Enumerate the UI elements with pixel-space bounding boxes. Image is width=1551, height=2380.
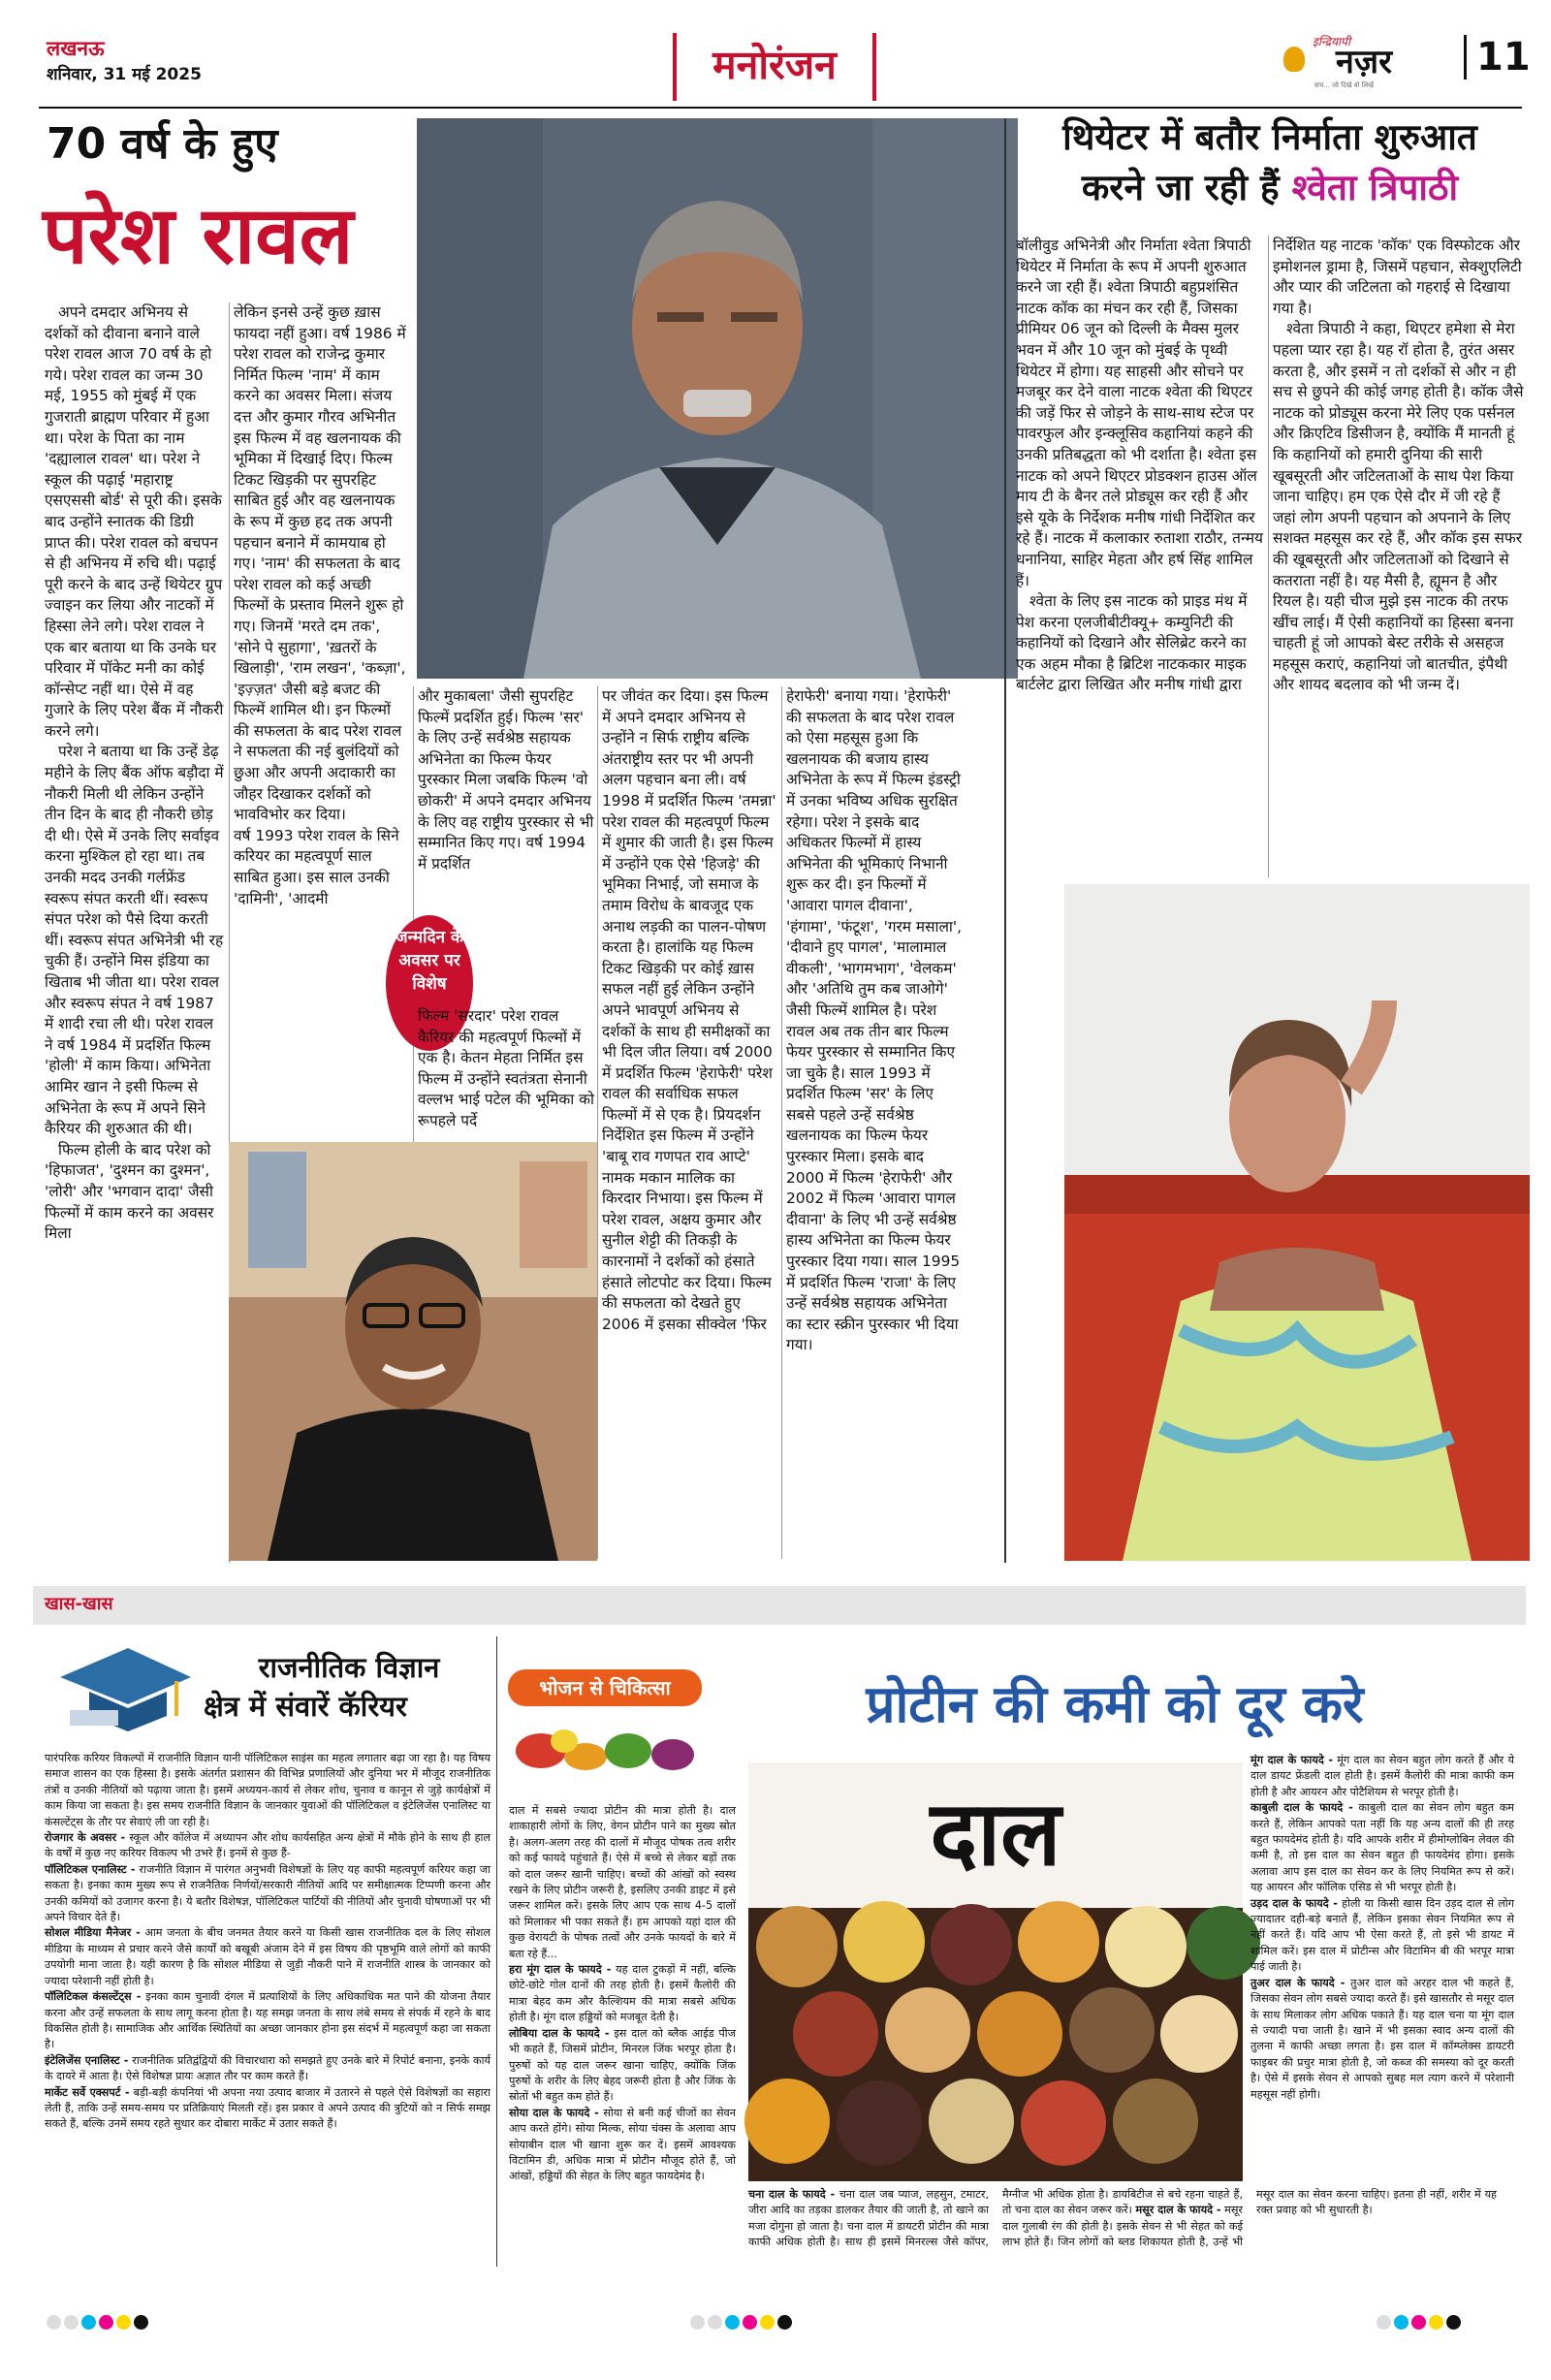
shweta-col1-para1: बॉलीवुड अभिनेत्री और निर्माता श्वेता त्रिपाठी थियेटर में निर्माता के रूप में अपनी शुरुआत करने जा रही हैं। श्वेता त्रिपाठी बहुप्रशंसित नाटक कॉक का मंचन कर रही हैं, जिसका प्रीमियर 06 जून को दिल्ली के मैक्स मुलर भवन में और 10 जून को मुंबई के पृथ्वी थियेटर में होगा। यह साहसी और सोचने पर मजबूर कर देने वाला नाटक श्वेता की थिएटर की जड़ें फिर से जोड़ने के साथ-साथ स्टेज पर पावरफुल और इन्क्लूसिव कहानियां कहने की उनकी प्रतिबद्धता को भी दर्शाता है। श्वेता इस नाटक को अपने थिएटर प्रोडक्शन हाउस ऑल माय टी के बैनर तले प्रोड्यूस कर रही हैं और इसे यूके के निर्देशक मनीष गांधी निर्देशित कर रहे हैं। नाटक में कलाकार रुताशा राठौर, तन्मय धनानिया, साहिर मेहता और हर्ष सिंह शामिल हैं। [1016,237,1263,589]
shweta-col1-para2: श्वेता के लिए इस नाटक को प्राइड मंथ में पेश करना एलजीबीटीक्यू+ कम्युनिटी की कहानियों को दिखाने और सेलिब्रेट करने का एक अहम मौका है ब्रिटिश नाटककार माइक बार्टलेट द्वारा लिखित और मनीष गांधी द्वारा [1016,592,1248,694]
paresh-column-4 [602,686,776,1559]
registration-dot [81,2315,96,2330]
career-item-title-4: इंटेलिजेंस एनालिस्ट - [45,2053,129,2067]
career-headline-line1: राजनीतिक विज्ञान [258,1651,440,1684]
health-item-title-4: मसूर दाल के फायदे - [1135,2204,1221,2217]
registration-dot [690,2315,705,2330]
graduation-cap-icon [50,1638,196,1735]
registration-dot [1429,2315,1443,2330]
registration-marks-left [47,2315,240,2334]
paresh-col1-para3: फिल्म होली के बाद परेश को 'हिफाजत', 'दुश्मन का दुश्मन', 'लोरी' और 'भगवान दादा' जैसी फिल्मों में काम करने का अवसर मिला [45,1140,214,1243]
health-item-text-6: काबुली दाल का सेवन लोग बहुत कम करते हैं, लेकिन आपको पता नहीं कि यह अन्य दालों की ही तरह बहुत फायदेमंद होती है। यदि आपके शरीर में हीमोग्लोबिन लेवल की कमी है, तो इस दाल का सेवन बहुत ही फायदेमंद होगा। इसके अलावा आप इस दाल का सेवन कर के लिए नियमित रूप से करें। यह आयरन और फॉलिक एसिड से भी भरपूर होती है। [1250,1801,1514,1894]
career-item-text-2: आम जनता के बीच जनमत तैयार करने या किसी खास राजनीतिक दल के लिए सोशल मीडिया के माध्यम से प्रचार करने जैसे कार्यों को बखूबी अंजाम देने में इस विषय की पृष्ठभूमि वाले लोगों को काफी उपयोगी माना जाता है। यही कारण है कि सोशल मीडिया से जुड़ी नौकरी पाने में राजनीति शास्त्र के जानकार को ज्यादा परेशानी नहीं होती है। [45,1926,491,1987]
shweta-photo [1064,884,1530,1561]
section-divider [1004,118,1006,1563]
registration-dot [760,2315,775,2330]
registration-marks-right [1377,2315,1532,2334]
career-item-text-4: राजनीतिक प्रतिद्वंद्वियों की विचारधारा को समझते हुए उनके बारे में रिपोर्ट बनाना, इनके कार्य के दायरे में आता है। ऐसे विशेषज्ञ प्रायः अज्ञात तौर पर काम करते हैं। [45,2053,491,2083]
registration-dot [743,2315,757,2330]
paresh-col4-para1: पर जीवंत कर दिया। इस फिल्म में अपने दमदार अभिनय से उन्होंने न सिर्फ राष्ट्रीय बल्कि अंतराष्ट्रीय स्तर पर भी अपनी अलग पहचान बना ली। वर्ष 1998 में प्रदर्शित फिल्म 'तमन्ना' परेश रावल की महत्वपूर्ण फिल्म में शुमार की जाती है। इस फिल्म में उन्होंने एक ऐसे 'हिजड़े' की भूमिका निभाई, जो समाज के तमाम विरोध के बावजूद एक अनाथ लड़की का पालन-पोषण करता है। हालांकि यह फिल्म टिकट खिड़की पर कोई ख़ास सफल नहीं हुई लेकिन उन्होंने अपने भावपूर्ण अभिनय से दर्शकों के साथ ही समीक्षकों का भी दिल जीत लिया। वर्ष 2000 में प्रदर्शित फिल्म 'हेराफेरी' परेश रावल की सर्वाधिक सफल फिल्मों में से एक है। प्रियदर्शन निर्देशित इस फिल्म में उन्होंने 'बाबू राव गणपत राव आप्टे' नामक मकान मालिक का किरदार निभाया। इस फिल्म में परेश रावल, अक्षय कुमार और सुनील शेट्टी की तिकड़ी के कारनामों ने दर्शकों को हंसाते हंसाते लोटपोट कर दिया। फिल्म की सफलता को देखते हुए 2006 में इसका सीक्वेल 'फिर [602,687,776,1333]
brand-small: इन्द्रियापी [1313,35,1351,48]
career-item-title-5: मार्केट सर्वे एक्सपर्ट - [45,2085,130,2099]
col-rule [413,686,414,1142]
registration-dot [1446,2315,1461,2330]
career-body [45,1751,491,2265]
kaas-band [33,1586,1526,1625]
dal-image [748,1762,1243,2181]
career-headline [204,1648,494,1726]
kaas-band-label: खास-खास [45,1594,113,1614]
career-intro: पारंपरिक करियर विकल्पों में राजनीति विज्ञान यानी पॉलिटिकल साइंस का महत्व लगातार बढ़ा जा रहा है। यह विषय समाज शासन का एक हिस्सा है। इसके अंतर्गत प्रशासन की विभिन्न प्रणालियों और दुनिया भर में मौजूद राजनीतिक तंत्रों व उनकी नीतियों को पढ़ाया जाता है। इसमें अध्ययन-कार्य से लेकर शोध, चुनाव व कानून से जुड़े कार्यक्षेत्रों में काम किया जा सकता है। इस समय राजनीति विज्ञान के जानकार युवाओं की पॉलिटिकल व इंटेलिजेंस एनालिस्ट या कंसल्टेंट्स के तौर पर सेवाएं ली जा रही है। [45,1752,491,1828]
health-item-title-8: तुअर दाल के फायदे - [1250,1976,1345,1989]
shweta-headline-line1: थियेटर में बतौर निर्माता शुरुआत [1062,116,1477,158]
paresh-young-photo [229,1142,597,1561]
registration-dot [725,2315,740,2330]
health-column-2 [748,2187,1497,2265]
paresh-col2-para1: लेकिन इनसे उन्हें कुछ ख़ास फायदा नहीं हुआ। वर्ष 1986 में परेश रावल को राजेन्द्र कुमार निर्मित फिल्म 'नाम' में काम करने का अवसर मिला। संजय दत्त और कुमार गौरव अभिनीत इस फिल्म में वह खलनायक की भूमिका में दिखाई दिए। फिल्म टिकट खिड़की पर सुपरहिट साबित हुई और वह खलनायक के रूप में कुछ हद तक अपनी पहचान बनाने में कामयाब हो गए। 'नाम' की सफलता के बाद परेश रावल को कई अच्छी फिल्मों के प्रस्ताव मिलने शुरू हो गए। जिनमें 'मरते दम तक', 'सोने पे सुहागा', 'ख़तरों के खिलाड़ी', 'राम लखन', 'कब्ज़ा', 'इज़्ज़त' जैसी बड़े बजट की फिल्में शामिल थी। इन फिल्मों की सफलता के बाद परेश रावल ने सफलता की नई बुलंदियों को छुआ और अपनी अदाकारी का जौहर दिखाकर दर्शकों को भावविभोर कर दिया। [234,303,406,824]
registration-dot [1377,2315,1391,2330]
health-item-title-7: उड़द दाल के फायदे - [1250,1896,1338,1910]
career-item-title-3: पॉलिटिकल कंसल्टेंट्स - [45,1990,142,2004]
masthead [0,0,1551,107]
shweta-column-1 [1016,236,1263,877]
health-badge [502,1664,708,1772]
shweta-headline-line2-text: करने जा रही हैं [1081,167,1280,208]
health-item-text-2: सोया से बनी कई चीजों का सेवन आप करते होंगे। सोया मिल्क, सोया चंक्स के अलावा आप सोयाबीन दाल भी खाना शुरू कर दें। इसमें आवश्यक विटामिन डी, अधिक मात्रा में प्रोटीन मौजूद होते हैं, जो आंखों, हड्डियों की सेहत के लिए बहुत फायदेमंद है। [509,2106,736,2183]
career-item-text-1: राजनीति विज्ञान में पारंगत अनुभवी विशेषज्ञों के लिए यह काफी महत्वपूर्ण करियर कहा जा सकता है। इनका काम मुख्य रूप से राजनैतिक निर्णयों/सरकारी नीतियों आदि पर समीक्षात्मक टिप्पणी करना और उनकी कमियों को उजागर करना है। ये बतौर विशेषज्ञ, पॉलिटिकल पार्टियों की नीतियों और चुनावी घोषणाओं पर भी अपने विचार देते हैं। [45,1862,491,1924]
paresh-col1-para2: परेश ने बताया था कि उन्हें डेढ़ महीने के लिए बैंक ऑफ बड़ौदा में नौकरी मिली थी लेकिन उन्होंने तीन दिन के बाद ही नौकरी छोड़ दी थी। ऐसे में उनके लिए सर्वाइव करना मुश्किल हो रहा था। तब उनकी मदद उनकी गर्लफ्रेंड स्वरूप संपत करती थीं। स्वरूप संपत परेश को पैसे दिया करती थीं। स्वरूप संपत अभिनेत्री भी रह चुकी हैं। उन्होंने मिस इंडिया का खिताब भी जीता था। परेश रावल और स्वरूप संपत ने वर्ष 1987 में शादी रचा ली थी। परेश रावल ने वर्ष 1984 में प्रदर्शित फिल्म 'होली' में काम किया। अभिनेता आमिर खान ने इसी फिल्म से अभिनेता के रूप में अपने सिने कैरियर की शुरुआत की थी। [45,743,224,1138]
health-item-title-0: हरा मूंग दाल के फायदे - [509,1963,612,1977]
career-item-text-5: बड़ी-बड़ी कंपनियां भी अपना नया उत्पाद बाजार में उतारने से पहले ऐसे विशेषज्ञों का सहारा लेती हैं, ताकि उन्हें समय-समय पर प्रतिक्रियाएं मिलती रहें। इस प्रकार वे अपने उत्पाद की त्रुटियों को न सिर्फ समझ सकते हैं, बल्कि उनमें समय रहते सुधार कर दोबारा मार्केट में उतार सकते हैं। [45,2085,491,2131]
section-title: मनोरंजन [673,33,876,101]
registration-dot [99,2315,113,2330]
shweta-col2-para1: निर्देशित यह नाटक 'कॉक' एक विस्फोटक और इमोशनल ड्रामा है, जिसमें पहचान, सेक्शुएलिटी और प्यार की जटिलता को गहराई से दिखाया गया है। [1273,237,1522,317]
paresh-column-5 [786,686,963,1559]
career-item-text-3: इनका काम चुनावी दंगल में प्रत्याशियों के लिए अधिकाधिक मत पाने की योजना तैयार करना और उन्हें सफलता के साथ लागू करना होता है। यह समझ जनता के साथ लंबे समय से संपर्क में रहने के बाद विकसित होती है। सामाजिक और आर्थिक स्थितियों का अच्छा जानकार होना इस संदर्भ में महत्वपूर्ण कहा जा सकता है। [45,1990,491,2051]
registration-dot [1411,2315,1426,2330]
shweta-photo-art [1064,884,1530,1561]
shweta-col2-para2: श्वेता त्रिपाठी ने कहा, थिएटर हमेशा से मेरा पहला प्यार रहा है। यह रॉ होता है, तुरंत असर करता है, और इसमें न तो दर्शकों से और न ही सच से छुपने की कोई जगह होती है। कॉक जैसे नाटक को प्रोड्यूस करना मेरे लिए एक पर्सनल और क्रिएटिव डिसीजन है, क्योंकि मैं मानती हूं कि कहानियों को हमारी दुनिया की सारी खूबसूरती और जटिलताओं के साथ पेश किया जाना चाहिए। हम एक ऐसे दौर में जी रहे हैं जहां लोग अपनी पहचान को अपनाने के लिए सशक्त महसूस कर रहे हैं, और कॉक इस सफर की खूबसूरती और जटिलताओं को दिखाने से कतराता नहीं है। यह मैसी है, ह्यूमन है और रियल है। यही चीज मुझे इस नाटक की तरफ खींच लाई। मैं ऐसी कहानियों का हिस्सा बनना चाहती हूं जो आपको बेस्ट तरीके से असहज महसूस कराएं, कहानियां जो बातचीत, इंपैथी और शायद बदलाव को भी जन्म दें। [1273,320,1524,694]
paresh-column-1 [45,302,224,1563]
paresh-column-3a [418,686,594,900]
health-item-text-3: चना दाल जब प्याज, लहसुन, टमाटर, जीरा आदि का तड़का डालकर तैयार की जाती है, तो खाने का मजा दोगुना हो जाता है। चना दाल में डायटरी प्रोटीन की मात्रा काफी अधिक होती है। साथ ही इसमें मिनरल्स जैसे कॉपर, मैग्नीज भी अधिक होता है। डायबिटीज से बचे रहना चाहते हैं, तो चना दाल का सेवन जरूर करें। [748,2188,1243,2249]
col-rule [597,686,598,1559]
header-rule [39,107,1522,109]
health-intro: दाल में सबसे ज्यादा प्रोटीन की मात्रा होती है। दाल शाकाहारी लोगों के लिए, वेगन प्रोटीन पाने का मुख्य स्रोत है। अलग-अलग तरह की दालों में मौजूद पोषक तत्व शरीर को कई फायदे पहुंचाते हैं। ऐसे में बच्चे से लेकर बड़ों तक को दाल जरूर खानी चाहिए। बच्चों की आंखों को स्वस्थ रखने के लिए प्रोटीन जरूरी है, इसलिए उनकी डाइट में इसे जरूर शामिल करें। इसके लिए आप एक साथ 4-5 दालों को मिलाकर भी पका सकते हैं। हम आपको यहां दाल की कुछ वेरायटी के पोषक तत्वों और उनके फायदों के बारे में बता रहे हैं... [509,1804,736,1960]
registration-dot [134,2315,148,2330]
registration-dot [1394,2315,1409,2330]
paresh-portrait-art [417,118,1018,679]
paresh-column-3b [418,1006,594,1142]
career-icon [50,1638,196,1735]
brand-tagline: सच... जो दिखे वो लिखें [1314,81,1375,89]
dal-label: दाल [930,1782,1061,1886]
brand-emblem [1283,47,1305,72]
col-rule [781,686,782,1559]
health-item-title-3: चना दाल के फायदे - [748,2188,836,2201]
col-rule [1268,236,1269,877]
health-column-3 [1250,1753,1514,2265]
page-number: 11 [1464,35,1522,79]
health-headline: प्रोटीन की कमी को दूर करे [866,1675,1364,1734]
registration-dot [47,2315,61,2330]
career-item-title-0: रोजगार के अवसर - [45,1831,126,1845]
brand-name: नज़र [1336,43,1393,81]
paresh-col2-para2: वर्ष 1993 परेश रावल के सिने करियर का महत्वपूर्ण साल साबित हुआ। इस साल उनकी 'दामिनी', 'आदमी [234,826,399,907]
paresh-portrait [417,118,1018,679]
career-item-text-0: स्कूल और कॉलेज में अध्यापन और शोध कार्यसहित अन्य क्षेत्रों में मौके होने के साथ ही हाल के वर्षों में कुछ नए करियर विकल्प भी उभरे हैं। इनमें से कुछ हैं- [45,1831,491,1860]
shweta-headline-line2 [1008,163,1532,213]
registration-marks-center [690,2315,884,2334]
registration-dot [777,2315,792,2330]
birthday-badge-text: जन्मदिन के अवसर पर विशेष [395,928,464,994]
issue-date: शनिवार, 31 मई 2025 [47,65,202,84]
brand-logo [1280,33,1444,97]
paresh-col3-para1: और मुकाबला' जैसी सुपरहिट फिल्में प्रदर्शित हुई। फिल्म 'सर' के लिए उन्हें सर्वश्रेष्ठ सहायक अभिनेता का फिल्म फेयर पुरस्कार मिला जबकि फिल्म 'वो छोकरी' में अपने दमदार अभिनय के लिए वह राष्ट्रीय पुरस्कार से भी सम्मानित किए गए। वर्ष 1994 में प्रदर्शित [418,687,594,873]
health-item-text-0: यह दाल टुकड़ों में नहीं, बल्कि छोटे-छोटे गोल दानों की तरह होती है। इसमें कैलोरी की मात्रा बेहद कम और कैल्शियम की मात्रा सबसे अधिक होती है। मूंग दाल हड्डियों को मजबूत देती है। [509,1963,736,2024]
shweta-headline [1008,112,1532,213]
section-divider [496,1636,497,2267]
paresh-young-art [229,1142,597,1561]
paresh-column-2 [234,302,408,1136]
health-item-title-2: सोया दाल के फायदे - [509,2106,599,2119]
paresh-col3-para2: फिल्म 'सरदार' परेश रावल कैरियर की महत्वपूर्ण फिल्मों में एक है। केतन मेहता निर्मित इस फिल्म में उन्होंने स्वतंत्रता सेनानी वल्लभ भाई पटेल की भूमिका को रूपहले पर्दे [418,1007,594,1129]
health-column-1 [509,1803,736,2265]
registration-dot [708,2315,722,2330]
paresh-col1-para1: अपने दमदार अभिनय से दर्शकों को दीवाना बनाने वाले परेश रावल आज 70 वर्ष के हो गये। परेश रावल का जन्म 30 मई, 1955 को मुंबई में एक गुजराती ब्राह्मण परिवार में हुआ था। परेश के पिता का नाम 'दह्यालाल रावल' था। परेश ने स्कूल की पढ़ाई 'महाराष्ट्र एसएससी बोर्ड' से पूरी की। इसके बाद उन्होंने स्नातक की डिग्री प्राप्त की। परेश रावल को बचपन से ही अभिनय में रुचि थी। पढ़ाई पूरी करने के बाद उन्हें थियेटर ग्रुप ज्वाइन कर लिया और नाटकों में हिस्सा लेने लगे। परेश रावल ने एक बार बताया था कि उनके घर परिवार में पॉकेट मनी का कोई कॉन्सेप्ट नहीं था। ऐसे में वह गुजारे के लिए परेश बैंक में नौकरी करने लगे। [45,303,224,740]
shweta-column-2 [1273,236,1527,877]
paresh-col5-para1: हेराफेरी' बनाया गया। 'हेराफेरी' की सफलता के बाद परेश रावल को ऐसा महसूस हुआ कि खलनायक की बजाय हास्य अभिनेता के रूप में फिल्म इंडस्ट्री में उनका भविष्य अधिक सुरक्षित रहेगा। परेश ने इसके बाद अधिकतर फिल्मों में हास्य अभिनेता की भूमिकाएं निभानी शुरू कर दी। इन फिल्मों में 'आवारा पागल दीवाना', 'हंगामा', 'फंटूश', 'गरम मसाला', 'दीवाने हुए पागल', 'मालामाल वीकली', 'भागमभाग', 'वेलकम' और 'अतिथि तुम कब जाओगे' जैसी फिल्में शामिल है। परेश रावल अब तक तीन बार फिल्म फेयर पुरस्कार से सम्मानित किए जा चुके है। साल 1993 में प्रदर्शित फिल्म 'सर' के लिए सबसे पहले उन्हें सर्वश्रेष्ठ खलनायक का फिल्म फेयर पुरस्कार मिला। इसके बाद 2000 में फिल्म 'हेराफेरी' और 2002 में फिल्म 'आवारा पागल दीवाना' के लिए भी उन्हें सर्वश्रेष्ठ हास्य अभिनेता का फिल्म फेयर पुरस्कार दिया गया। साल 1995 में प्रदर्शित फिल्म 'राजा' के लिए उन्हें सर्वश्रेष्ठ सहायक अभिनेता का स्टार स्क्रीन पुरस्कार भी दिया गया। [786,687,963,1354]
shweta-headline-name: श्वेता त्रिपाठी [1291,167,1459,208]
health-badge-text: भोजन से चिकित्सा [508,1669,702,1706]
health-item-text-5: मूंग दाल का सेवन बहुत लोग करते हैं और ये दाल डायट फ्रेंडली दाल होती है। इसमें कैलोरी की मात्रा काफी कम होती है और आयरन और पोटैशियम से भरपूर होती है। [1250,1754,1514,1798]
health-item-title-6: काबुली दाल के फायदे - [1250,1801,1353,1815]
health-item-text-4: मसूर दाल गुलाबी रंग की होती है। इसके सेवन से भी सेहत को कई लाभ होते हैं। जिन लोगों को ब्लड शिकायत होती है, उन्हें भी मसूर दाल का सेवन करना चाहिए। इतना ही नहीं, शरीर में यह रक्त प्रवाह को भी सुधारती है। [1002,2188,1497,2249]
paresh-kicker: 70 वर्ष के हुए [47,119,278,169]
career-headline-line2: क्षेत्र में संवारें कॅरियर [204,1690,407,1723]
paresh-headline: परेश रावल [43,190,354,282]
health-item-text-7: होली या किसी खास दिन उड़द दाल से लोग ज्यादातर दही-बड़े बनाते हैं, लेकिन इसका सेवन नियमित रूप से नहीं करते हैं। यदि आप भी ऐसा करते हैं, तो इसे भी डायट में शामिल करें। इस दाल में प्रोटीन्स और विटामिन बी की भरपूर मात्रा पाई जाती है। [1250,1896,1515,1974]
career-item-title-1: पॉलिटिकल एनालिस्ट - [45,1862,136,1876]
health-item-text-8: तुअर दाल को अरहर दाल भी कहते हैं, जिसका सेवन लोग सबसे ज्यादा करते हैं। इसे खासतौर से मसूर दाल के साथ मिलाकर लोग अधिक पकाते हैं। यह दाल चना या मूंग दाल से ज्यादी पचा जाती है। खाने में भी इसका स्वाद अन्य दालों की तुलना में काफी अच्छा लगता है। इस दाल में कॉम्प्लेक्स डायटरी फाइबर की प्रचुर मात्रा होती है, जो कब्ज की समस्या को दूर करती है। ऐसे में इसके सेवन से आपको सुबह मल त्याग करने में परेशानी महसूस नहीं होगी। [1250,1976,1514,2101]
city: लखनऊ [47,37,105,60]
health-item-title-5: मूंग दाल के फायदे - [1250,1754,1333,1766]
health-item-text-1: इस दाल को ब्लैक आईड पीज भी कहते हैं, जिसमें प्रोटीन, मिनरल जिंक भरपूर होता है। पुरुषों को यह दाल जरूर खाना चाहिए, क्योंकि जिंक पुरुषों के शरीर के लिए बेहद जरूरी होता है और जिंक के स्रोतों भी बहुत कम होते हैं। [509,2026,736,2104]
registration-dot [64,2315,79,2330]
health-item-title-1: लोबिया दाल के फायदे - [509,2026,610,2040]
career-item-title-2: सोशल मीडिया मैनेजर - [45,1926,141,1940]
registration-dot [116,2315,131,2330]
